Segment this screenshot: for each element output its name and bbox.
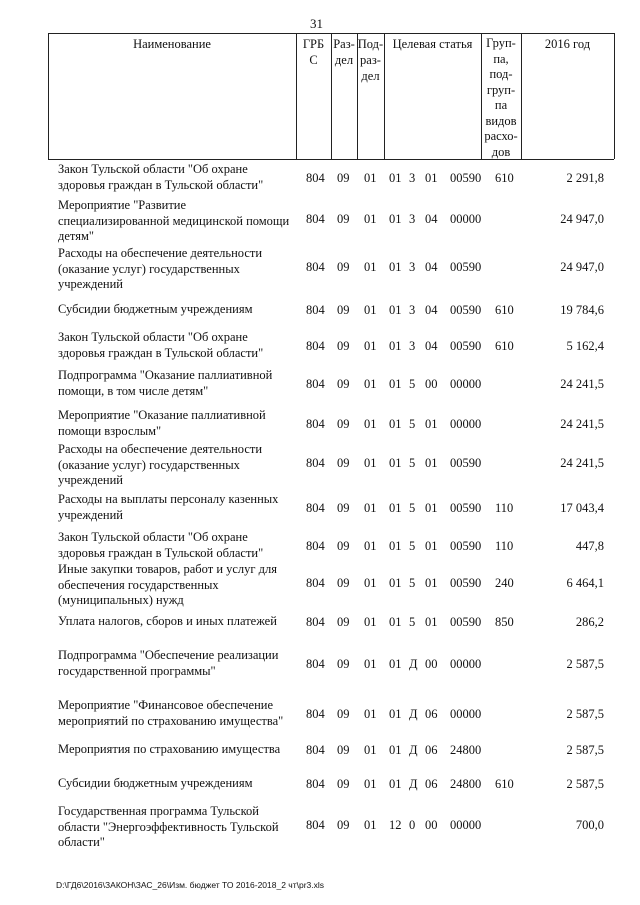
- row-t3: 00: [425, 377, 438, 391]
- row-razdel: 09: [337, 212, 350, 226]
- row-amount: 447,8: [575, 539, 604, 553]
- row-t3: 04: [425, 212, 438, 226]
- row-t2: 5: [409, 576, 416, 590]
- row-grbs: 804: [306, 818, 325, 832]
- row-t2: 5: [409, 501, 416, 515]
- row-grbs: 804: [306, 576, 325, 590]
- row-t3: 00: [425, 818, 438, 832]
- row-t3: 01: [425, 456, 438, 470]
- row-podrazdel: 01: [364, 260, 377, 274]
- row-name: Мероприятие "Оказание паллиативной помощи взрослым": [58, 408, 266, 438]
- row-group: 850: [495, 615, 514, 629]
- row-amount: 17 043,4: [560, 501, 604, 515]
- row-t4: 00000: [450, 377, 482, 391]
- row-group: 110: [495, 539, 514, 553]
- row-t4: 00590: [450, 501, 482, 515]
- row-t3: 06: [425, 777, 438, 791]
- row-amount: 2 587,5: [566, 777, 604, 791]
- row-razdel: 09: [337, 818, 350, 832]
- row-amount: 24 241,5: [560, 456, 604, 470]
- row-t2: Д: [409, 777, 418, 791]
- row-grbs: 804: [306, 657, 325, 671]
- row-podrazdel: 01: [364, 777, 377, 791]
- row-t1: 01: [389, 212, 402, 226]
- row-t4: 00590: [450, 339, 482, 353]
- row-t1: 01: [389, 171, 402, 185]
- row-t1: 01: [389, 615, 402, 629]
- row-t3: 01: [425, 539, 438, 553]
- row-t4: 00590: [450, 171, 482, 185]
- row-podrazdel: 01: [364, 501, 377, 515]
- row-podrazdel: 01: [364, 707, 377, 721]
- row-grbs: 804: [306, 707, 325, 721]
- header-razdel: Раз- дел: [333, 37, 355, 67]
- row-t2: Д: [409, 743, 418, 757]
- row-podrazdel: 01: [364, 171, 377, 185]
- row-t1: 01: [389, 743, 402, 757]
- row-name: Мероприятие "Финансовое обеспечение мероприятий по страхованию имущества": [58, 698, 284, 728]
- row-t1: 01: [389, 339, 402, 353]
- row-grbs: 804: [306, 171, 325, 185]
- row-podrazdel: 01: [364, 615, 377, 629]
- row-name: Субсидии бюджетным учреждениям: [58, 776, 253, 790]
- row-t3: 06: [425, 743, 438, 757]
- file-path-footer: D:\ГД6\2016\ЗАКОН\ЗАС_26\Изм. бюджет ТО 2016-2018_2 чт\pr3.xls: [56, 880, 325, 890]
- row-t3: 01: [425, 417, 438, 431]
- row-razdel: 09: [337, 303, 350, 317]
- row-name: Закон Тульской области "Об охране здоровья граждан в Тульской области": [58, 162, 264, 192]
- row-t1: 01: [389, 303, 402, 317]
- row-t3: 01: [425, 615, 438, 629]
- row-name: Расходы на обеспечение деятельности (оказание услуг) государственных учреждений: [58, 442, 263, 487]
- row-name: Подпрограмма "Обеспечение реализации государственной программы": [58, 648, 279, 678]
- header-grbs: ГРБ С: [302, 37, 325, 67]
- row-t2: 0: [409, 818, 416, 832]
- row-amount: 700,0: [575, 818, 604, 832]
- row-name: Расходы на обеспечение деятельности (оказание услуг) государственных учреждений: [58, 246, 263, 291]
- row-t4: 24800: [450, 743, 482, 757]
- row-t2: 5: [409, 377, 416, 391]
- row-t2: 3: [409, 339, 416, 353]
- row-name: Закон Тульской области "Об охране здоровья граждан в Тульской области": [58, 530, 264, 560]
- row-razdel: 09: [337, 707, 350, 721]
- row-t2: 3: [409, 260, 416, 274]
- row-t1: 01: [389, 576, 402, 590]
- row-razdel: 09: [337, 456, 350, 470]
- row-t3: 06: [425, 707, 438, 721]
- row-grbs: 804: [306, 303, 325, 317]
- row-t4: 00000: [450, 212, 482, 226]
- row-razdel: 09: [337, 260, 350, 274]
- row-group: 610: [495, 303, 514, 317]
- header-year: 2016 год: [544, 37, 591, 51]
- col-border: [614, 33, 615, 159]
- row-name: Государственная программа Тульской области "Энергоэффективность Тульской области": [58, 804, 279, 849]
- row-razdel: 09: [337, 657, 350, 671]
- row-t1: 01: [389, 456, 402, 470]
- row-name: Уплата налогов, сборов и иных платежей: [58, 614, 277, 628]
- row-podrazdel: 01: [364, 657, 377, 671]
- row-grbs: 804: [306, 615, 325, 629]
- header-bottom-border: [48, 159, 614, 160]
- row-group: 610: [495, 339, 514, 353]
- row-name: Мероприятия по страхованию имущества: [58, 742, 281, 756]
- row-t1: 01: [389, 777, 402, 791]
- row-razdel: 09: [337, 377, 350, 391]
- row-razdel: 09: [337, 576, 350, 590]
- row-t4: 00000: [450, 818, 482, 832]
- row-amount: 2 291,8: [566, 171, 604, 185]
- row-podrazdel: 01: [364, 539, 377, 553]
- row-podrazdel: 01: [364, 576, 377, 590]
- row-t4: 00000: [450, 657, 482, 671]
- row-group: 610: [495, 777, 514, 791]
- row-group: 110: [495, 501, 514, 515]
- row-razdel: 09: [337, 501, 350, 515]
- row-t4: 00590: [450, 615, 482, 629]
- row-amount: 2 587,5: [566, 657, 604, 671]
- row-t2: 3: [409, 303, 416, 317]
- row-razdel: 09: [337, 417, 350, 431]
- row-razdel: 09: [337, 171, 350, 185]
- row-t3: 01: [425, 501, 438, 515]
- row-podrazdel: 01: [364, 743, 377, 757]
- row-podrazdel: 01: [364, 456, 377, 470]
- row-razdel: 09: [337, 339, 350, 353]
- row-grbs: 804: [306, 260, 325, 274]
- row-name: Мероприятие "Развитие специализированной медицинской помощи детям": [58, 198, 290, 243]
- row-amount: 24 947,0: [560, 212, 604, 226]
- row-t1: 01: [389, 377, 402, 391]
- row-amount: 24 241,5: [560, 377, 604, 391]
- row-amount: 24 241,5: [560, 417, 604, 431]
- row-t4: 00590: [450, 576, 482, 590]
- row-amount: 2 587,5: [566, 743, 604, 757]
- row-grbs: 804: [306, 456, 325, 470]
- row-t4: 00000: [450, 417, 482, 431]
- row-t4: 00590: [450, 456, 482, 470]
- row-grbs: 804: [306, 377, 325, 391]
- row-t4: 00000: [450, 707, 482, 721]
- row-name: Закон Тульской области "Об охране здоровья граждан в Тульской области": [58, 330, 264, 360]
- row-grbs: 804: [306, 212, 325, 226]
- header-podrazdel: Под- раз- дел: [357, 37, 384, 83]
- row-razdel: 09: [337, 615, 350, 629]
- row-grbs: 804: [306, 539, 325, 553]
- row-t2: Д: [409, 657, 418, 671]
- row-amount: 19 784,6: [560, 303, 604, 317]
- row-razdel: 09: [337, 777, 350, 791]
- header-name: Наименование: [133, 37, 211, 51]
- row-group: 240: [495, 576, 514, 590]
- row-name: Подпрограмма "Оказание паллиативной помощи, в том числе детям": [58, 368, 273, 398]
- row-podrazdel: 01: [364, 303, 377, 317]
- row-t4: 00590: [450, 303, 482, 317]
- row-t1: 01: [389, 657, 402, 671]
- row-razdel: 09: [337, 539, 350, 553]
- row-grbs: 804: [306, 777, 325, 791]
- row-t2: 3: [409, 171, 416, 185]
- row-t4: 24800: [450, 777, 482, 791]
- row-t1: 01: [389, 417, 402, 431]
- row-t2: 5: [409, 539, 416, 553]
- row-t3: 00: [425, 657, 438, 671]
- row-grbs: 804: [306, 501, 325, 515]
- header-group: Груп- па, под- груп- па видов расхо- дов: [484, 36, 518, 159]
- row-podrazdel: 01: [364, 417, 377, 431]
- row-t1: 01: [389, 707, 402, 721]
- row-t3: 04: [425, 260, 438, 274]
- row-t3: 01: [425, 576, 438, 590]
- page-number: 31: [310, 16, 323, 31]
- row-t2: 5: [409, 456, 416, 470]
- row-podrazdel: 01: [364, 212, 377, 226]
- row-t4: 00590: [450, 539, 482, 553]
- row-t2: Д: [409, 707, 418, 721]
- row-name: Иные закупки товаров, работ и услуг для обеспечения государственных (муниципальных) нужд: [58, 562, 278, 607]
- row-t3: 01: [425, 171, 438, 185]
- row-t4: 00590: [450, 260, 482, 274]
- row-t2: 5: [409, 615, 416, 629]
- row-t1: 01: [389, 260, 402, 274]
- row-name: Расходы на выплаты персоналу казенных учреждений: [58, 492, 279, 522]
- row-amount: 286,2: [575, 615, 604, 629]
- row-t1: 12: [389, 818, 402, 832]
- row-podrazdel: 01: [364, 377, 377, 391]
- row-t2: 5: [409, 417, 416, 431]
- row-t1: 01: [389, 501, 402, 515]
- row-grbs: 804: [306, 743, 325, 757]
- row-podrazdel: 01: [364, 339, 377, 353]
- row-name: Субсидии бюджетным учреждениям: [58, 302, 253, 316]
- row-amount: 6 464,1: [566, 576, 604, 590]
- row-amount: 2 587,5: [566, 707, 604, 721]
- row-grbs: 804: [306, 417, 325, 431]
- row-amount: 5 162,4: [566, 339, 604, 353]
- row-t2: 3: [409, 212, 416, 226]
- row-podrazdel: 01: [364, 818, 377, 832]
- row-amount: 24 947,0: [560, 260, 604, 274]
- row-t1: 01: [389, 539, 402, 553]
- row-t3: 04: [425, 339, 438, 353]
- row-group: 610: [495, 171, 514, 185]
- row-grbs: 804: [306, 339, 325, 353]
- header-target: Целевая статья: [392, 37, 473, 51]
- row-razdel: 09: [337, 743, 350, 757]
- row-t3: 04: [425, 303, 438, 317]
